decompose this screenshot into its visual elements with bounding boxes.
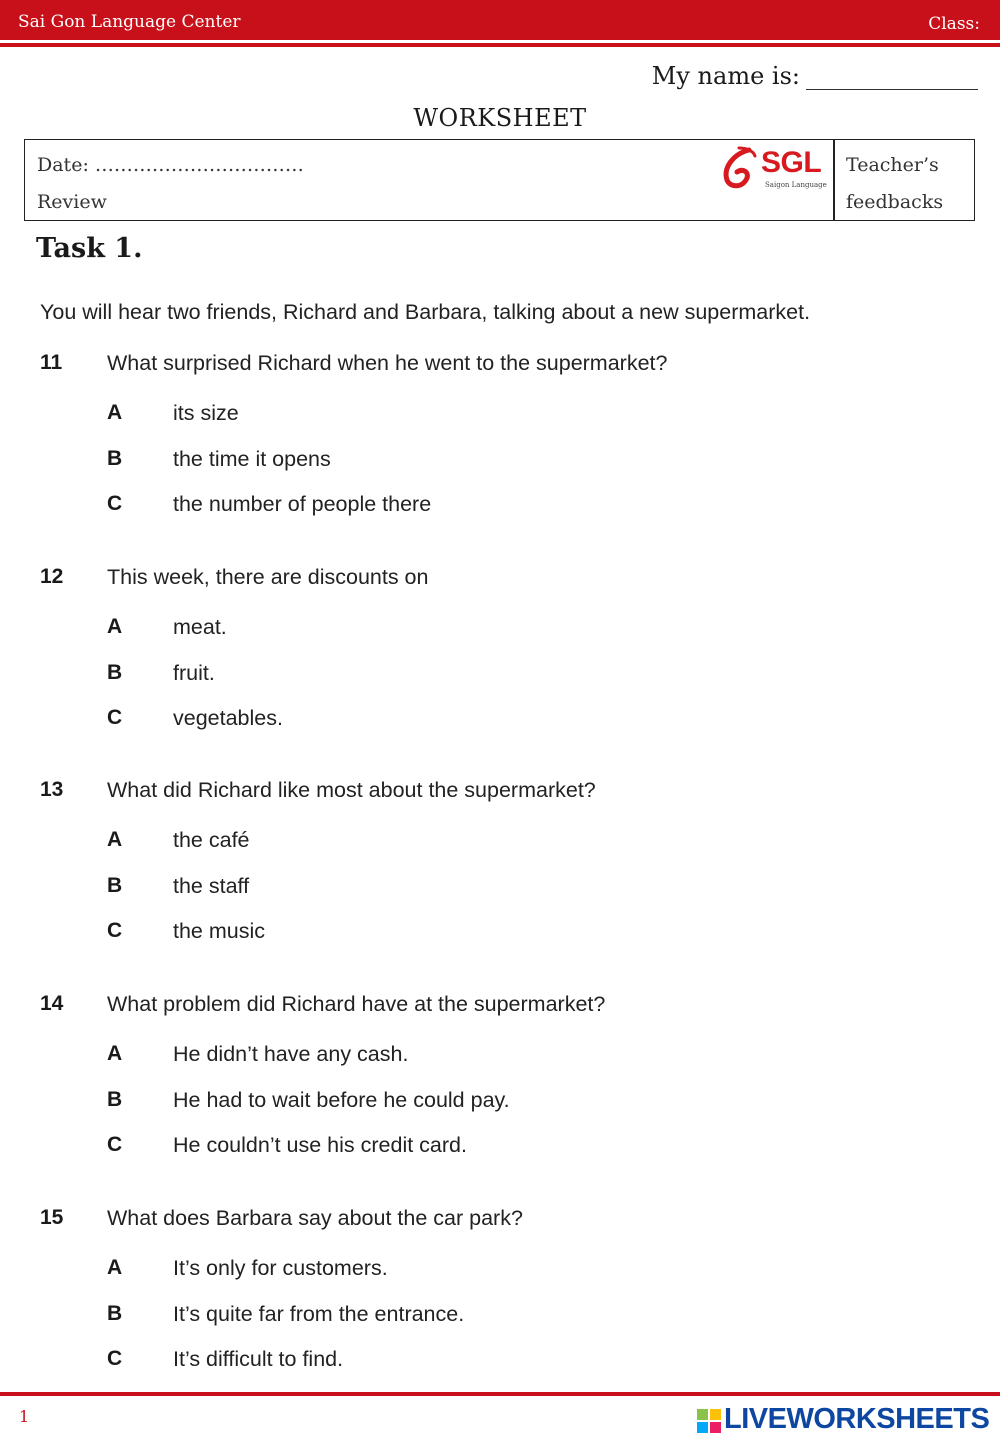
name-row xyxy=(652,62,978,90)
task-intro: You will hear two friends, Richard and Barbara, talking about a new supermarket. xyxy=(40,300,811,324)
option-text: vegetables. xyxy=(173,706,283,730)
option-text: the number of people there xyxy=(173,492,432,516)
feedback-label-line2: feedbacks xyxy=(846,191,944,213)
option-letter: C xyxy=(107,492,123,515)
option-letter: B xyxy=(107,1302,123,1325)
header-bar xyxy=(0,0,1000,40)
page-number: 1 xyxy=(19,1407,30,1426)
option-text: It’s only for customers. xyxy=(173,1256,388,1280)
option-letter: A xyxy=(107,615,123,638)
info-box xyxy=(24,139,975,221)
header-divider xyxy=(0,43,1000,47)
option-letter: A xyxy=(107,828,123,851)
logo-text: SGL xyxy=(761,146,822,179)
option-text: the time it opens xyxy=(173,447,331,471)
option-letter: B xyxy=(107,447,123,470)
option-letter: B xyxy=(107,1088,123,1111)
question-text: What did Richard like most about the supermarket? xyxy=(107,778,596,802)
option-letter: C xyxy=(107,919,123,942)
date-field: Date: …………………………… xyxy=(37,154,304,176)
sgl-swirl-icon xyxy=(719,146,759,192)
option-text: the staff xyxy=(173,874,250,898)
question-number: 12 xyxy=(40,565,64,588)
liveworksheets-logo[interactable] xyxy=(697,1403,992,1437)
option-text: the music xyxy=(173,919,266,943)
name-label: My name is: xyxy=(651,62,800,90)
worksheet-title: WORKSHEET xyxy=(413,104,587,132)
liveworksheets-grid-icon xyxy=(697,1409,721,1433)
option-text: the café xyxy=(173,828,250,852)
option-text: meat. xyxy=(173,615,227,639)
option-text: He didn’t have any cash. xyxy=(173,1042,409,1066)
option-letter: C xyxy=(107,706,123,729)
option-text: It’s difficult to find. xyxy=(173,1347,344,1371)
option-text: He couldn’t use his credit card. xyxy=(173,1133,467,1157)
question-number: 14 xyxy=(40,992,64,1015)
option-text: fruit. xyxy=(173,661,215,685)
name-blank-line[interactable] xyxy=(806,65,978,90)
review-label: Review xyxy=(37,191,107,213)
question-text: What problem did Richard have at the supermarket? xyxy=(107,992,606,1016)
option-text: It’s quite far from the entrance. xyxy=(173,1302,465,1326)
option-letter: B xyxy=(107,661,123,684)
question-text: What surprised Richard when he went to the supermarket? xyxy=(107,351,668,375)
question-number: 11 xyxy=(40,351,63,374)
option-text: its size xyxy=(173,401,239,425)
center-name: Sai Gon Language Center xyxy=(18,12,241,32)
question-number: 13 xyxy=(40,778,64,801)
option-letter: A xyxy=(107,401,123,424)
option-letter: A xyxy=(107,1042,123,1065)
feedback-divider xyxy=(833,140,835,220)
class-label: Class: xyxy=(928,14,980,34)
sgl-logo xyxy=(719,146,829,194)
option-letter: C xyxy=(107,1347,123,1370)
option-text: He had to wait before he could pay. xyxy=(173,1088,510,1112)
footer-divider xyxy=(0,1392,1000,1396)
logo-subtext: Saigon Language xyxy=(765,181,827,189)
feedback-label-line1: Teacher’s xyxy=(846,154,939,176)
option-letter: A xyxy=(107,1256,123,1279)
question-text: What does Barbara say about the car park? xyxy=(107,1206,523,1230)
liveworksheets-text: LIVEWORKSHEETS xyxy=(724,1403,990,1435)
question-text: This week, there are discounts on xyxy=(107,565,429,589)
option-letter: C xyxy=(107,1133,123,1156)
option-letter: B xyxy=(107,874,123,897)
task-title: Task 1. xyxy=(36,233,143,264)
question-number: 15 xyxy=(40,1206,64,1229)
